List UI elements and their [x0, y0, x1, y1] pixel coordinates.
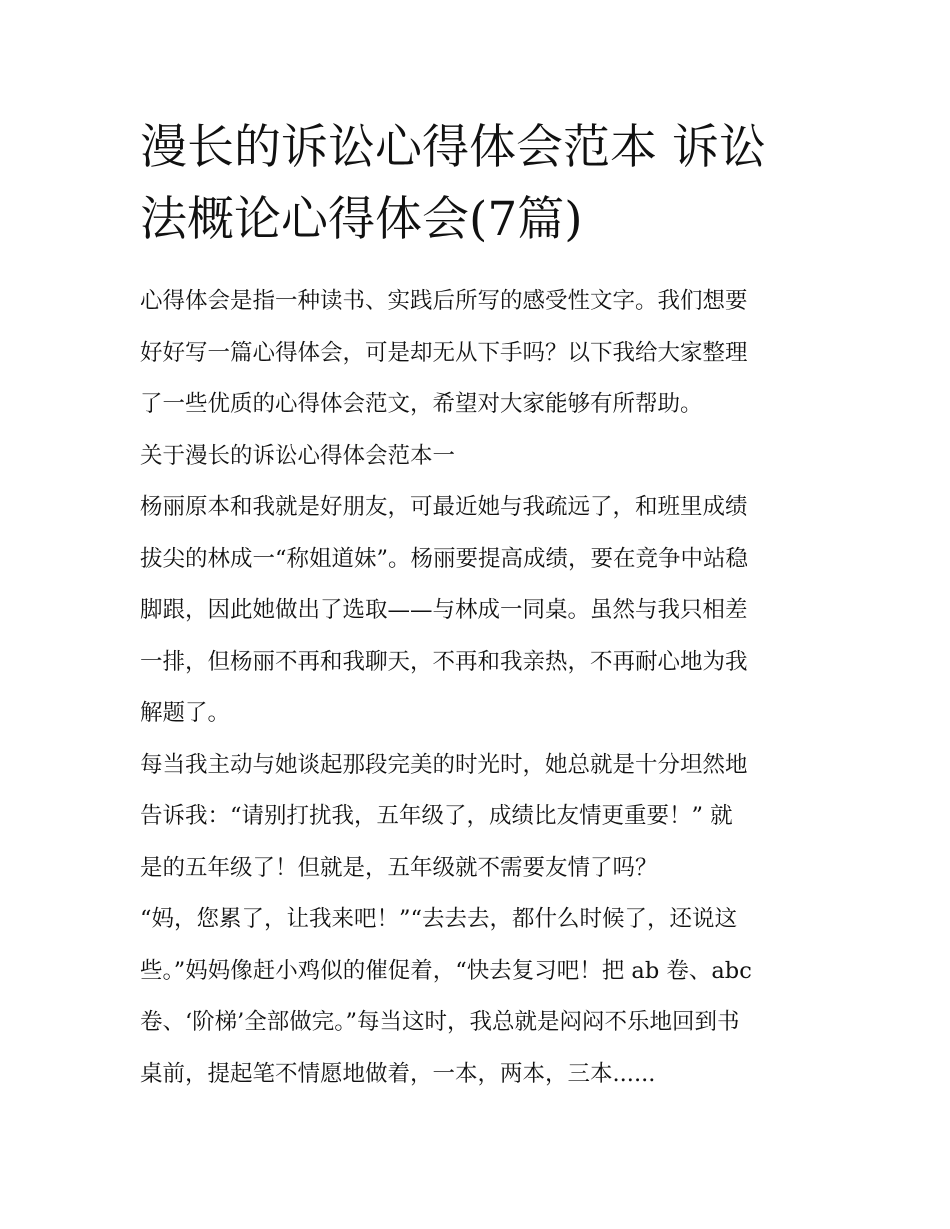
text-line: 是的五年级了！但就是，五年级就不需要友情了吗？	[140, 854, 658, 881]
title-line: 漫长的诉讼心得体会范本 诉讼	[140, 120, 766, 175]
section-heading	[140, 431, 812, 483]
text-line: “妈，您累了，让我来吧！”“去去去，都什么时候了，还说这	[140, 906, 738, 932]
document-page	[140, 112, 812, 1100]
text-line: 心得体会是指一种读书、实践后所写的感受性文字。我们想要	[140, 288, 748, 314]
text-line: 一排，但杨丽不再和我聊天，不再和我亲热，不再耐心地为我	[140, 648, 748, 675]
body-paragraph	[140, 894, 812, 1100]
intro-paragraph	[140, 276, 812, 431]
text-line: 告诉我：“请别打扰我，五年级了，成绩比友情更重要！” 就	[140, 803, 733, 829]
text-line: 好好写一篇心得体会，可是却无从下手吗？以下我给大家整理	[140, 339, 748, 366]
text-line: 桌前，提起笔不情愿地做着，一本，两本，三本......	[140, 1060, 656, 1087]
text-line: 关于漫长的诉讼心得体会范本一	[140, 442, 456, 469]
title-line: 法概论心得体会(7篇)	[140, 192, 583, 247]
text-line: 卷、‘阶梯’全部做完。”每当这时，我总就是闷闷不乐地回到书	[140, 1009, 740, 1035]
text-line: 杨丽原本和我就是好朋友，可最近她与我疏远了，和班里成绩	[140, 494, 748, 520]
text-line: 了一些优质的心得体会范文，希望对大家能够有所帮助。	[140, 391, 703, 417]
body-paragraph	[140, 740, 812, 895]
text-line: 每当我主动与她谈起那段完美的时光时，她总就是十分坦然地	[140, 751, 748, 778]
body-paragraph	[140, 482, 812, 740]
document-title	[140, 112, 812, 256]
text-line: 些。”妈妈像赶小鸡似的催促着，“快去复习吧！把 ab 卷、abc	[140, 957, 752, 984]
text-line: 脚跟，因此她做出了选取——与林成一同桌。虽然与我只相差	[140, 597, 748, 623]
text-line: 拔尖的林成一“称姐道妹”。杨丽要提高成绩，要在竞争中站稳	[140, 545, 749, 572]
text-line: 解题了。	[140, 700, 231, 726]
